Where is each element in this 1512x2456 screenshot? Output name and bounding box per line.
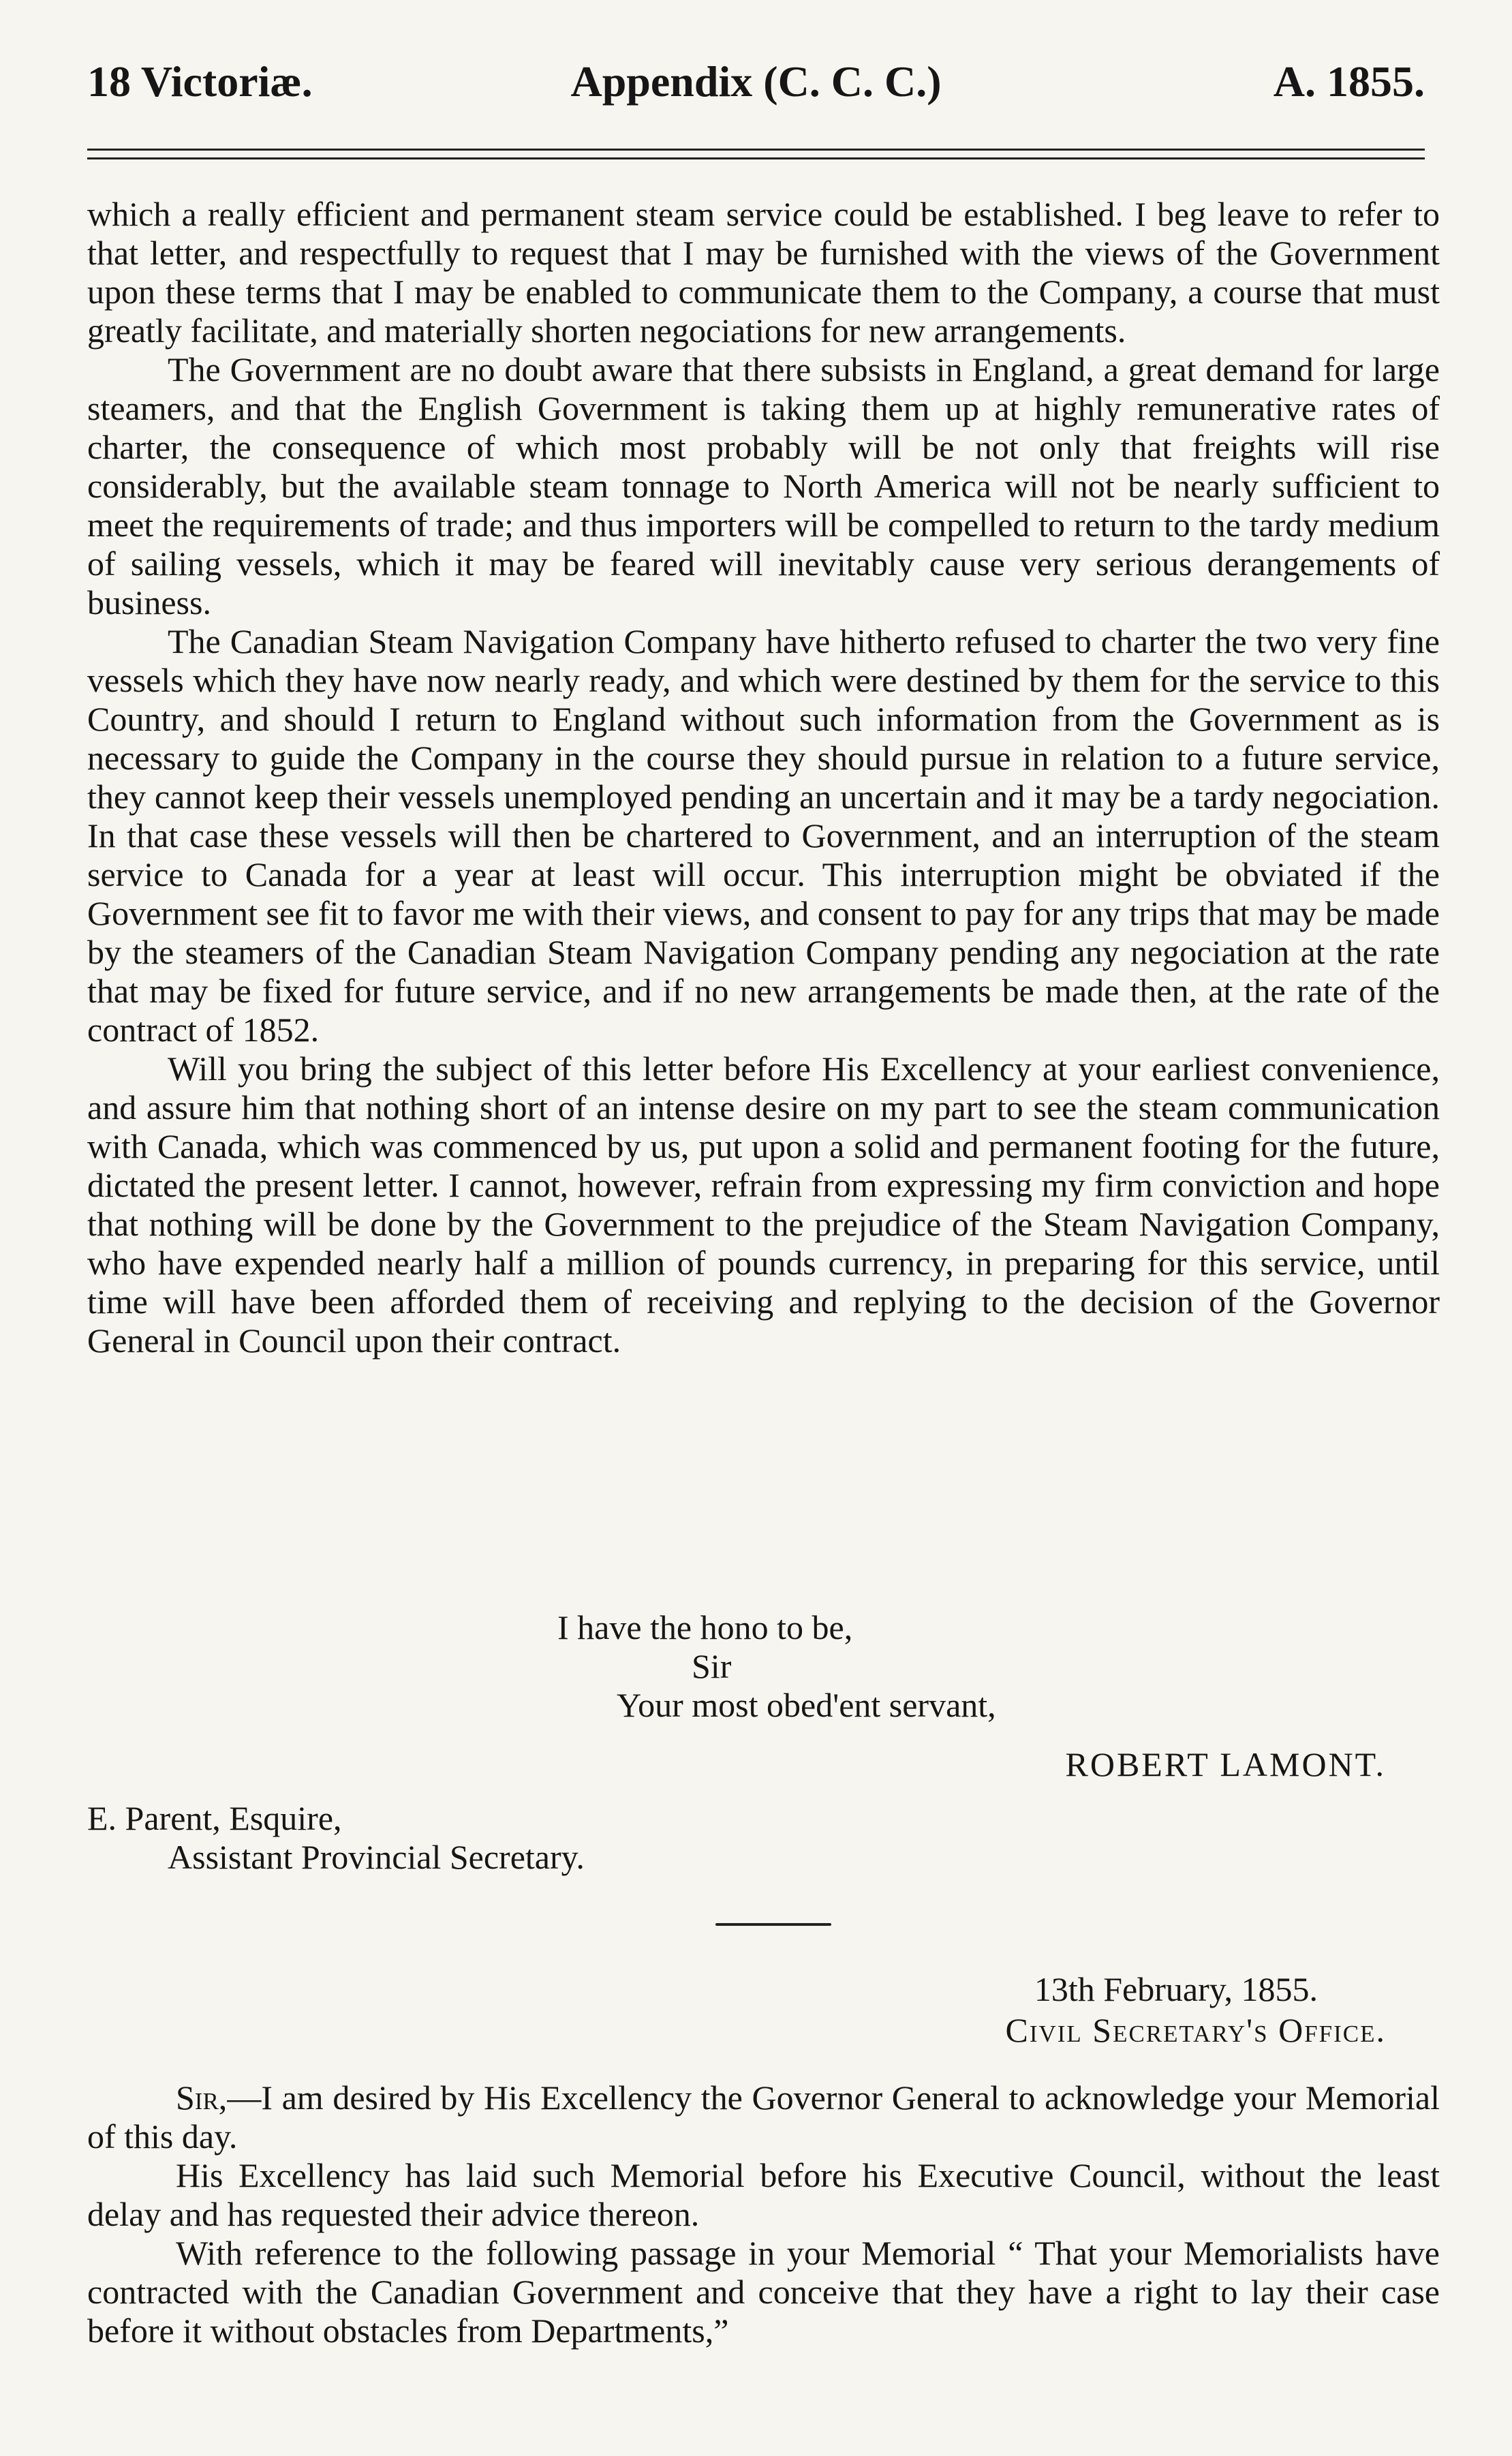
closing-line-1: I have the hono to be, (557, 1608, 853, 1646)
letter2-paragraph-1-text: —I am desired by His Excellency the Governor General to acknowledge your Memorial of this day. (87, 2078, 1440, 2155)
header-appendix: Appendix (C. C. C.) (570, 57, 942, 106)
signature: ROBERT LAMONT. (1065, 1745, 1386, 1783)
addressee-title: Assistant Provincial Secretary. (168, 1838, 585, 1876)
letter2-paragraph-3: With reference to the following passage in your Memorial “ That your Memorialists have contracted with the Canadian Government and conceive that they have a right to lay their case before it without obstacles from Departments,” (87, 2234, 1440, 2350)
header-session: 18 Victoriæ. (87, 57, 313, 106)
letter2-office: Civil Secretary's Office. (1005, 2011, 1386, 2049)
letter2-paragraph-1 (87, 2078, 1440, 2156)
paragraph-4: Will you bring the subject of this letter before His Excellency at your earliest convenience, and assure him that nothing short of an intense desire on my part to see the steam communication with Canada, which was commenced by us, put upon a solid and permanent footing for the future, dictated the present letter. I cannot, however, refrain from expressing my firm conviction and hope that nothing will be done by the Government to the prejudice of the Steam Navigation Company, who have expended nearly half a million of pounds currency, in preparing for this service, until time will have been afforded them of receiving and replying to the decision of the Governor General in Council upon their contract. (87, 1049, 1440, 1360)
paragraph-3: The Canadian Steam Navigation Company have hitherto refused to charter the two very fine vessels which they have now nearly ready, and which were destined by them for the service to this Country, and should I return to England without such information from the Government as is necessary to guide the Company in the course they should pursue in relation to a future service, they cannot keep their vessels unemployed pending an uncertain and it may be a tardy negociation. In that case these vessels will then be chartered to Government, and an interruption of the steam service to Canada for a year at least will occur. This interruption might be obviated if the Government see fit to favor me with their views, and consent to pay for any trips that may be made by the steamers of the Canadian Steam Navigation Company pending any negociation at the rate that may be fixed for future service, and if no new arrangements be made then, at the rate of the contract of 1852. (87, 622, 1440, 1049)
page-header (87, 48, 1425, 116)
section-separator (715, 1923, 831, 1926)
salutation: Sir, (176, 2078, 228, 2117)
addressee (87, 1799, 585, 1877)
letter2-paragraph-2: His Excellency has laid such Memorial before his Executive Council, without the least delay and has requested their advice thereon. (87, 2156, 1440, 2233)
letter-body (87, 195, 1440, 1360)
header-year: A. 1855. (1273, 57, 1425, 106)
paragraph-1: which a really efficient and permanent steam service could be established. I beg leave to refer to that letter, and respectfully to request that I may be furnished with the views of the Government upon these terms that I may be enabled to communicate them to the Company, a course that must greatly facilitate, and materially shorten negociations for new arrangements. (87, 195, 1440, 350)
letter2-body (87, 2078, 1440, 2350)
header-rule (87, 149, 1425, 159)
closing-line-2: Sir (692, 1647, 732, 1685)
letter2-date: 13th February, 1855. (1034, 1970, 1318, 2008)
addressee-name: E. Parent, Esquire, (87, 1799, 342, 1837)
closing-line-3: Your most obed'ent servant, (617, 1686, 996, 1724)
paragraph-2: The Government are no doubt aware that there subsists in England, a great demand for large steamers, and that the English Government is taking them up at highly remunerative rates of charter, the consequence of which most probably will be not only that freights will rise considerably, but the available steam tonnage to North America will not be nearly sufficient to meet the requirements of trade; and thus importers will be compelled to return to the tardy medium of sailing vessels, which it may be feared will inevitably cause very serious derangements of business. (87, 350, 1440, 621)
